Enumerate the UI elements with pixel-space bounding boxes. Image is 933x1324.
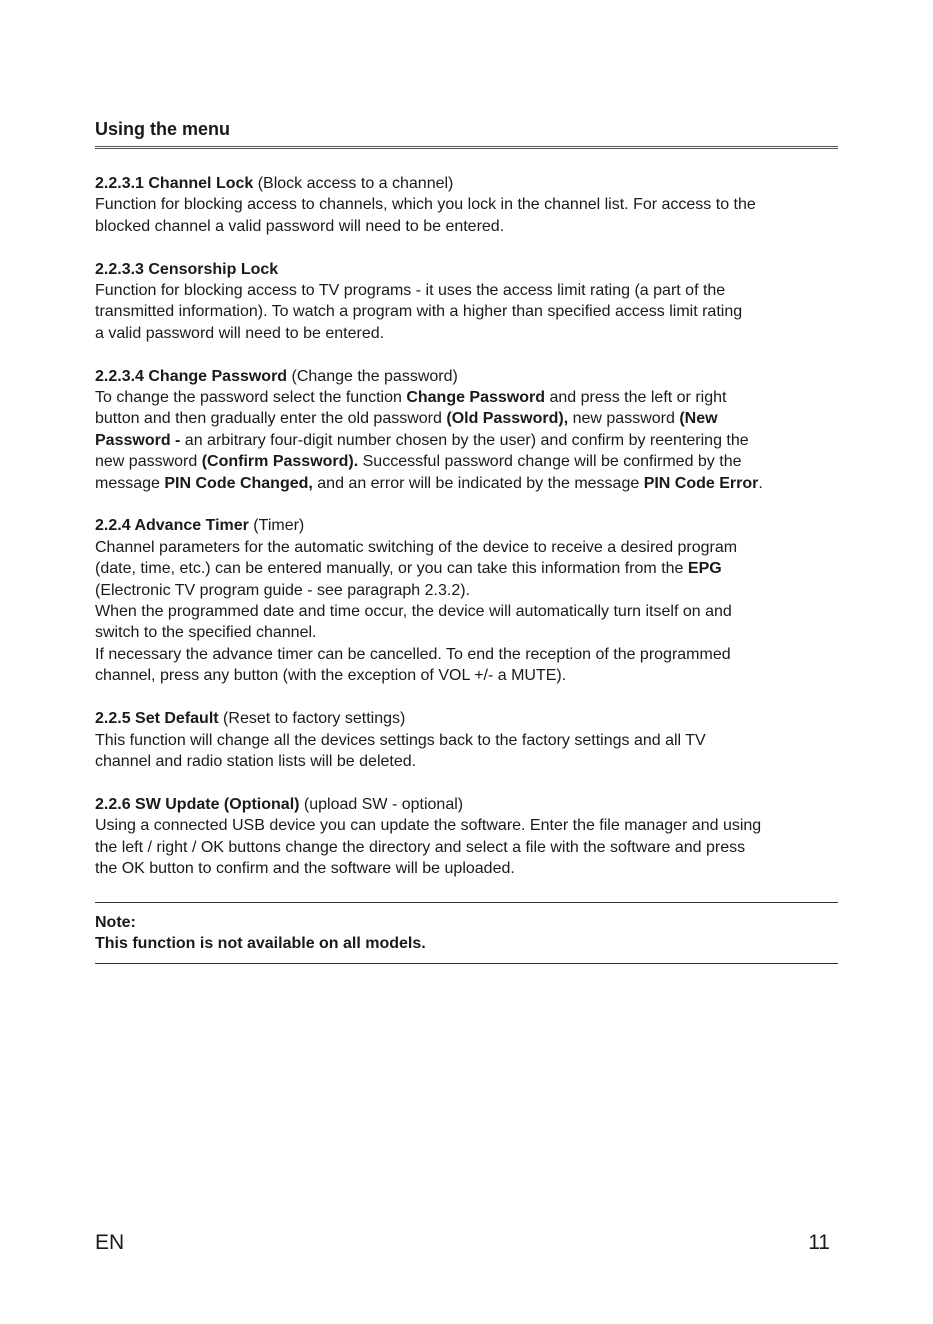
text-run: and press the left or right [545, 389, 727, 407]
section-set-default [95, 708, 840, 772]
body-line [95, 430, 840, 451]
body-line [95, 473, 840, 494]
section-heading: 2.2.5 Set Default [95, 710, 219, 728]
text-run: an arbitrary four-digit number chosen by the user) and confirm by reentering the [180, 431, 749, 449]
section-heading-line [95, 173, 840, 194]
body-line: (Electronic TV program guide - see paragraph 2.3.2). [95, 581, 471, 599]
section-heading-note: (Change the password) [287, 367, 458, 385]
body-line [95, 387, 840, 408]
section-heading: 2.2.3.1 Channel Lock [95, 175, 254, 192]
emphasis-run: PIN Code Changed, [164, 474, 313, 492]
section-heading-note: (upload SW - optional) [299, 795, 464, 813]
section-change-password [95, 366, 840, 494]
body-line: blocked channel a valid password will need to be entered. [95, 217, 505, 235]
body-line: the left / right / OK buttons change the directory and select a file with the software and press [95, 838, 746, 856]
text-run: new password [568, 410, 680, 428]
body-line: transmitted information). To watch a program with a higher than specified access limit rating [95, 303, 743, 321]
text-run: button and then gradually enter the old password [95, 410, 447, 428]
section-heading-note: (Timer) [248, 517, 305, 535]
body-line [95, 408, 840, 429]
section-heading-note: (Reset to factory settings) [218, 710, 406, 728]
body-line: switch to the specified channel. [95, 624, 317, 642]
body-line: Function for blocking access to TV programs - it uses the access limit rating (a part of the [95, 282, 726, 300]
section-heading-line [95, 708, 840, 729]
text-run: To change the password select the function [95, 389, 407, 407]
body-line: Function for blocking access to channels, which you lock in the channel list. For access to the [95, 196, 756, 214]
body-line: This function will change all the devices settings back to the factory settings and all TV [95, 731, 706, 749]
section-censorship-lock [95, 259, 840, 345]
emphasis-run: Password - [95, 431, 181, 449]
section-heading: 2.2.3.4 Change Password [95, 367, 288, 385]
body-line [95, 451, 840, 472]
text-run: Successful password change will be confirmed by the [358, 453, 742, 471]
text-run: new password [95, 453, 202, 471]
section-heading: 2.2.3.3 Censorship Lock [95, 260, 279, 278]
section-heading: 2.2.6 SW Update (Optional) [95, 795, 300, 813]
body-line: a valid password will need to be entered. [95, 324, 385, 342]
emphasis-run: PIN Code Error [643, 474, 759, 492]
body-line: Using a connected USB device you can update the software. Enter the file manager and using [95, 817, 762, 835]
page-title: Using the menu [95, 119, 231, 139]
emphasis-run: Change Password [406, 389, 546, 407]
emphasis-run: (Confirm Password). [201, 453, 359, 471]
note-label: Note: [95, 914, 136, 931]
text-run: (date, time, etc.) can be entered manually, or you can take this information from the [95, 560, 688, 578]
body-line: If necessary the advance timer can be cancelled. To end the reception of the programmed [95, 645, 731, 663]
text-run: . [758, 474, 763, 492]
footer-language: EN [95, 1231, 125, 1254]
section-sw-update [95, 794, 840, 880]
body-line: channel, press any button (with the exception of VOL +/- a MUTE). [95, 667, 567, 685]
footer-page-number: 11 [808, 1231, 830, 1254]
text-run: message [95, 474, 165, 492]
body-line [95, 558, 840, 579]
emphasis-run: (Old Password), [446, 410, 569, 428]
section-heading-line [95, 515, 840, 536]
section-heading-note: (Block access to a channel) [253, 175, 454, 192]
document-body [95, 173, 840, 901]
note-box [95, 902, 838, 964]
section-channel-lock [95, 173, 840, 237]
emphasis-run: (New [679, 410, 718, 428]
section-heading-line [95, 794, 840, 815]
body-line: Channel parameters for the automatic switching of the device to receive a desired program [95, 538, 738, 556]
body-line: the OK button to confirm and the software will be uploaded. [95, 859, 515, 877]
note-text: This function is not available on all models. [95, 935, 426, 953]
section-heading: 2.2.4 Advance Timer [95, 517, 249, 535]
body-line: channel and radio station lists will be deleted. [95, 752, 417, 770]
text-run: and an error will be indicated by the message [312, 474, 644, 492]
section-heading-line [95, 366, 840, 387]
emphasis-run: EPG [687, 560, 722, 578]
section-advance-timer [95, 515, 840, 686]
body-line: When the programmed date and time occur, the device will automatically turn itself on and [95, 603, 732, 621]
section-heading-line [95, 259, 840, 280]
